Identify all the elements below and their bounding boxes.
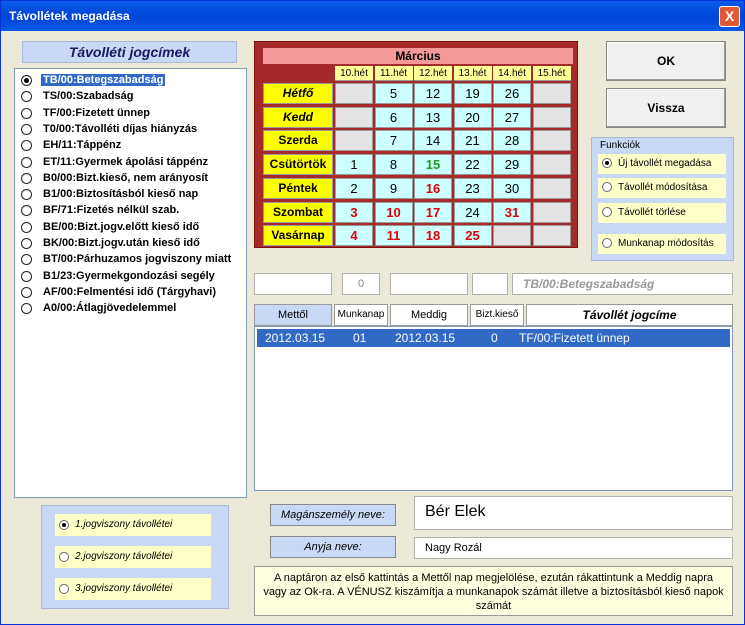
jogviszony-option-1[interactable] <box>55 514 211 536</box>
header-mettol: Mettől <box>254 304 332 326</box>
jogviszony-label: 3.jogviszony távollétei <box>75 583 173 594</box>
calendar-day-cell[interactable]: 27 <box>493 107 531 128</box>
munkanap-input[interactable]: 0 <box>342 273 380 295</box>
list-item[interactable] <box>19 220 247 236</box>
ok-button[interactable]: OK <box>606 41 726 81</box>
list-item[interactable] <box>19 301 247 317</box>
calendar-day-cell[interactable]: 14 <box>414 130 452 151</box>
header-munkanap: Munkanap <box>334 304 388 326</box>
calendar-day-cell[interactable]: 16 <box>414 178 452 199</box>
week-header: 10.hét <box>335 66 373 81</box>
radio-icon[interactable] <box>21 108 32 119</box>
calendar-day-cell[interactable]: 22 <box>454 154 492 175</box>
list-item[interactable] <box>19 106 247 122</box>
calendar-day-cell[interactable]: 9 <box>375 178 413 199</box>
calendar-day-cell[interactable] <box>533 130 571 151</box>
list-item[interactable] <box>19 203 247 219</box>
name-label: Magánszemély neve: <box>270 504 396 526</box>
name-field[interactable]: Bér Elek <box>414 496 733 530</box>
calendar-day-cell[interactable]: 19 <box>454 83 492 104</box>
day-label: Csütörtök <box>263 154 333 175</box>
list-item-label: TF/00:Fizetett ünnep <box>43 106 150 119</box>
list-item-label: ET/11:Gyermek ápolási táppénz <box>43 155 209 168</box>
radio-icon[interactable] <box>21 238 32 249</box>
calendar <box>254 41 578 248</box>
function-option-4[interactable] <box>598 234 726 254</box>
info-text: A naptáron az első kattintás a Mettől nap megjelölése, ezután rákattintunk a Meddig napra vagy az Ok-ra. A VÉNUSZ kiszámítja a munkanapok számát illetve a biztosításból kieső napok számát <box>254 566 733 616</box>
list-item-label: AF/00:Felmentési idő (Tárgyhavi) <box>43 285 216 298</box>
calendar-day-cell[interactable]: 12 <box>414 83 452 104</box>
list-item-label: T0/00:Távolléti díjas hiányzás <box>43 122 198 135</box>
radio-icon[interactable] <box>602 238 612 248</box>
calendar-day-cell[interactable]: 17 <box>414 202 452 223</box>
list-item-label: BE/00:Bizt.jogv.előtt kieső idő <box>43 220 200 233</box>
table-row[interactable] <box>257 329 730 347</box>
functions-group <box>591 137 734 261</box>
function-label: Távollét törlése <box>618 207 686 218</box>
day-label: Kedd <box>263 107 333 128</box>
list-item[interactable] <box>19 269 247 285</box>
list-item[interactable] <box>19 89 247 105</box>
calendar-day-cell[interactable]: 24 <box>454 202 492 223</box>
calendar-day-cell[interactable]: 4 <box>335 225 373 246</box>
radio-icon[interactable] <box>602 182 612 192</box>
calendar-day-cell[interactable] <box>493 225 531 246</box>
radio-icon[interactable] <box>21 303 32 314</box>
radio-icon[interactable] <box>21 75 32 86</box>
list-item[interactable] <box>19 122 247 138</box>
calendar-day-cell[interactable] <box>335 107 373 128</box>
list-item[interactable] <box>19 171 247 187</box>
radio-icon[interactable] <box>21 157 32 168</box>
list-item[interactable] <box>19 155 247 171</box>
radio-icon[interactable] <box>21 287 32 298</box>
calendar-day-cell[interactable]: 8 <box>375 154 413 175</box>
jogviszony-label: 2.jogviszony távollétei <box>75 551 173 562</box>
jogviszony-option-2[interactable] <box>55 546 211 568</box>
week-header: 12.hét <box>414 66 452 81</box>
week-header: 15.hét <box>533 66 571 81</box>
calendar-day-cell[interactable]: 26 <box>493 83 531 104</box>
calendar-day-cell[interactable]: 6 <box>375 107 413 128</box>
calendar-month: Március <box>263 48 573 64</box>
list-item-label: B0/00:Bizt.kieső, nem arányosít <box>43 171 209 184</box>
calendar-day-cell[interactable]: 11 <box>375 225 413 246</box>
list-item[interactable] <box>19 138 247 154</box>
header-jogcim: Távollét jogcíme <box>526 304 733 326</box>
radio-icon[interactable] <box>602 158 612 168</box>
calendar-day-cell[interactable]: 18 <box>414 225 452 246</box>
day-label: Péntek <box>263 178 333 199</box>
radio-icon[interactable] <box>21 189 32 200</box>
list-item[interactable] <box>19 73 247 89</box>
calendar-day-cell[interactable]: 15 <box>414 154 452 175</box>
jogviszony-group <box>41 505 229 609</box>
calendar-day-cell[interactable] <box>533 83 571 104</box>
calendar-day-cell[interactable]: 29 <box>493 154 531 175</box>
calendar-day-cell[interactable] <box>533 154 571 175</box>
day-label: Szombat <box>263 202 333 223</box>
cell-jogcim: TF/00:Fizetett ünnep <box>519 331 630 345</box>
week-header: 14.hét <box>493 66 531 81</box>
radio-icon[interactable] <box>21 222 32 233</box>
jogviszony-option-3[interactable] <box>55 578 211 600</box>
calendar-day-cell[interactable] <box>335 130 373 151</box>
calendar-day-cell[interactable]: 20 <box>454 107 492 128</box>
jogcimek-title: Távolléti jogcímek <box>22 41 237 63</box>
list-item-label: TS/00:Szabadság <box>43 90 134 103</box>
function-option-1[interactable] <box>598 154 726 174</box>
list-item[interactable] <box>19 187 247 203</box>
cell-from: 2012.03.15 <box>265 331 326 345</box>
close-icon[interactable]: X <box>719 6 740 27</box>
radio-icon[interactable] <box>21 140 32 151</box>
functions-title: Funkciók <box>600 140 641 151</box>
title-bar <box>1 1 744 31</box>
day-label: Vasárnap <box>263 225 333 246</box>
function-label: Munkanap módosítás <box>618 238 714 249</box>
radio-icon[interactable] <box>21 124 32 135</box>
meddig-input[interactable] <box>390 273 468 295</box>
jogviszony-label: 1.jogviszony távollétei <box>75 519 173 530</box>
day-label: Hétfő <box>263 83 333 104</box>
tavollet-table[interactable] <box>254 326 733 491</box>
radio-icon[interactable] <box>59 520 69 530</box>
list-item-label: EH/11:Táppénz <box>43 139 122 152</box>
function-label: Új távollét megadása <box>618 158 712 169</box>
radio-icon[interactable] <box>21 205 32 216</box>
function-label: Távollét módosítása <box>618 182 708 193</box>
radio-icon[interactable] <box>21 173 32 184</box>
week-header: 13.hét <box>454 66 492 81</box>
jogcim-input[interactable]: TB/00:Betegszabadság <box>512 273 733 295</box>
vissza-button[interactable]: Vissza <box>606 88 726 128</box>
calendar-day-cell[interactable]: 7 <box>375 130 413 151</box>
function-option-2[interactable] <box>598 178 726 198</box>
cell-kieso: 0 <box>491 331 498 345</box>
function-option-3[interactable] <box>598 203 726 223</box>
calendar-day-cell[interactable]: 25 <box>454 225 492 246</box>
jogcim-listbox[interactable] <box>14 68 247 498</box>
calendar-day-cell[interactable]: 30 <box>493 178 531 199</box>
cell-days: 01 <box>353 331 367 345</box>
kieso-input[interactable] <box>472 273 508 295</box>
radio-icon[interactable] <box>21 271 32 282</box>
list-item[interactable] <box>19 252 247 268</box>
calendar-day-cell[interactable]: 5 <box>375 83 413 104</box>
mettol-input[interactable] <box>254 273 332 295</box>
list-item[interactable] <box>19 236 247 252</box>
list-item-label: BT/00:Párhuzamos jogviszony miatt <box>43 253 232 266</box>
window-title: Távollétek megadása <box>9 9 130 23</box>
day-label: Szerda <box>263 130 333 151</box>
header-meddig: Meddig <box>390 304 468 326</box>
radio-icon[interactable] <box>21 91 32 102</box>
calendar-day-cell[interactable]: 13 <box>414 107 452 128</box>
list-item-label: B1/00:Biztosításból kieső nap <box>43 188 199 201</box>
calendar-day-cell[interactable]: 10 <box>375 202 413 223</box>
cell-to: 2012.03.15 <box>395 331 456 345</box>
list-item-label: BF/71:Fizetés nélkül szab. <box>43 204 180 217</box>
calendar-day-cell[interactable] <box>533 225 571 246</box>
calendar-day-cell[interactable] <box>533 107 571 128</box>
calendar-day-cell[interactable]: 31 <box>493 202 531 223</box>
list-item-label: B1/23:Gyermekgondozási segély <box>43 269 215 282</box>
week-header: 11.hét <box>375 66 413 81</box>
list-item-label: A0/00:Átlagjövedelemmel <box>43 302 177 315</box>
calendar-day-cell[interactable]: 1 <box>335 154 373 175</box>
list-item-label: TB/00:Betegszabadság <box>43 74 164 86</box>
mother-label: Anyja neve: <box>270 536 396 558</box>
calendar-day-cell[interactable] <box>533 178 571 199</box>
calendar-day-cell[interactable]: 28 <box>493 130 531 151</box>
header-kieso: Bizt.kieső <box>470 304 524 326</box>
calendar-day-cell[interactable]: 21 <box>454 130 492 151</box>
calendar-day-cell[interactable] <box>335 83 373 104</box>
list-item[interactable] <box>19 285 247 301</box>
calendar-day-cell[interactable] <box>533 202 571 223</box>
calendar-day-cell[interactable]: 23 <box>454 178 492 199</box>
radio-icon[interactable] <box>59 584 69 594</box>
radio-icon[interactable] <box>21 254 32 265</box>
calendar-day-cell[interactable]: 3 <box>335 202 373 223</box>
radio-icon[interactable] <box>602 207 612 217</box>
mother-field[interactable]: Nagy Rozál <box>414 537 733 559</box>
list-item-label: BK/00:Bizt.jogv.után kieső idő <box>43 237 200 249</box>
calendar-day-cell[interactable]: 2 <box>335 178 373 199</box>
radio-icon[interactable] <box>59 552 69 562</box>
